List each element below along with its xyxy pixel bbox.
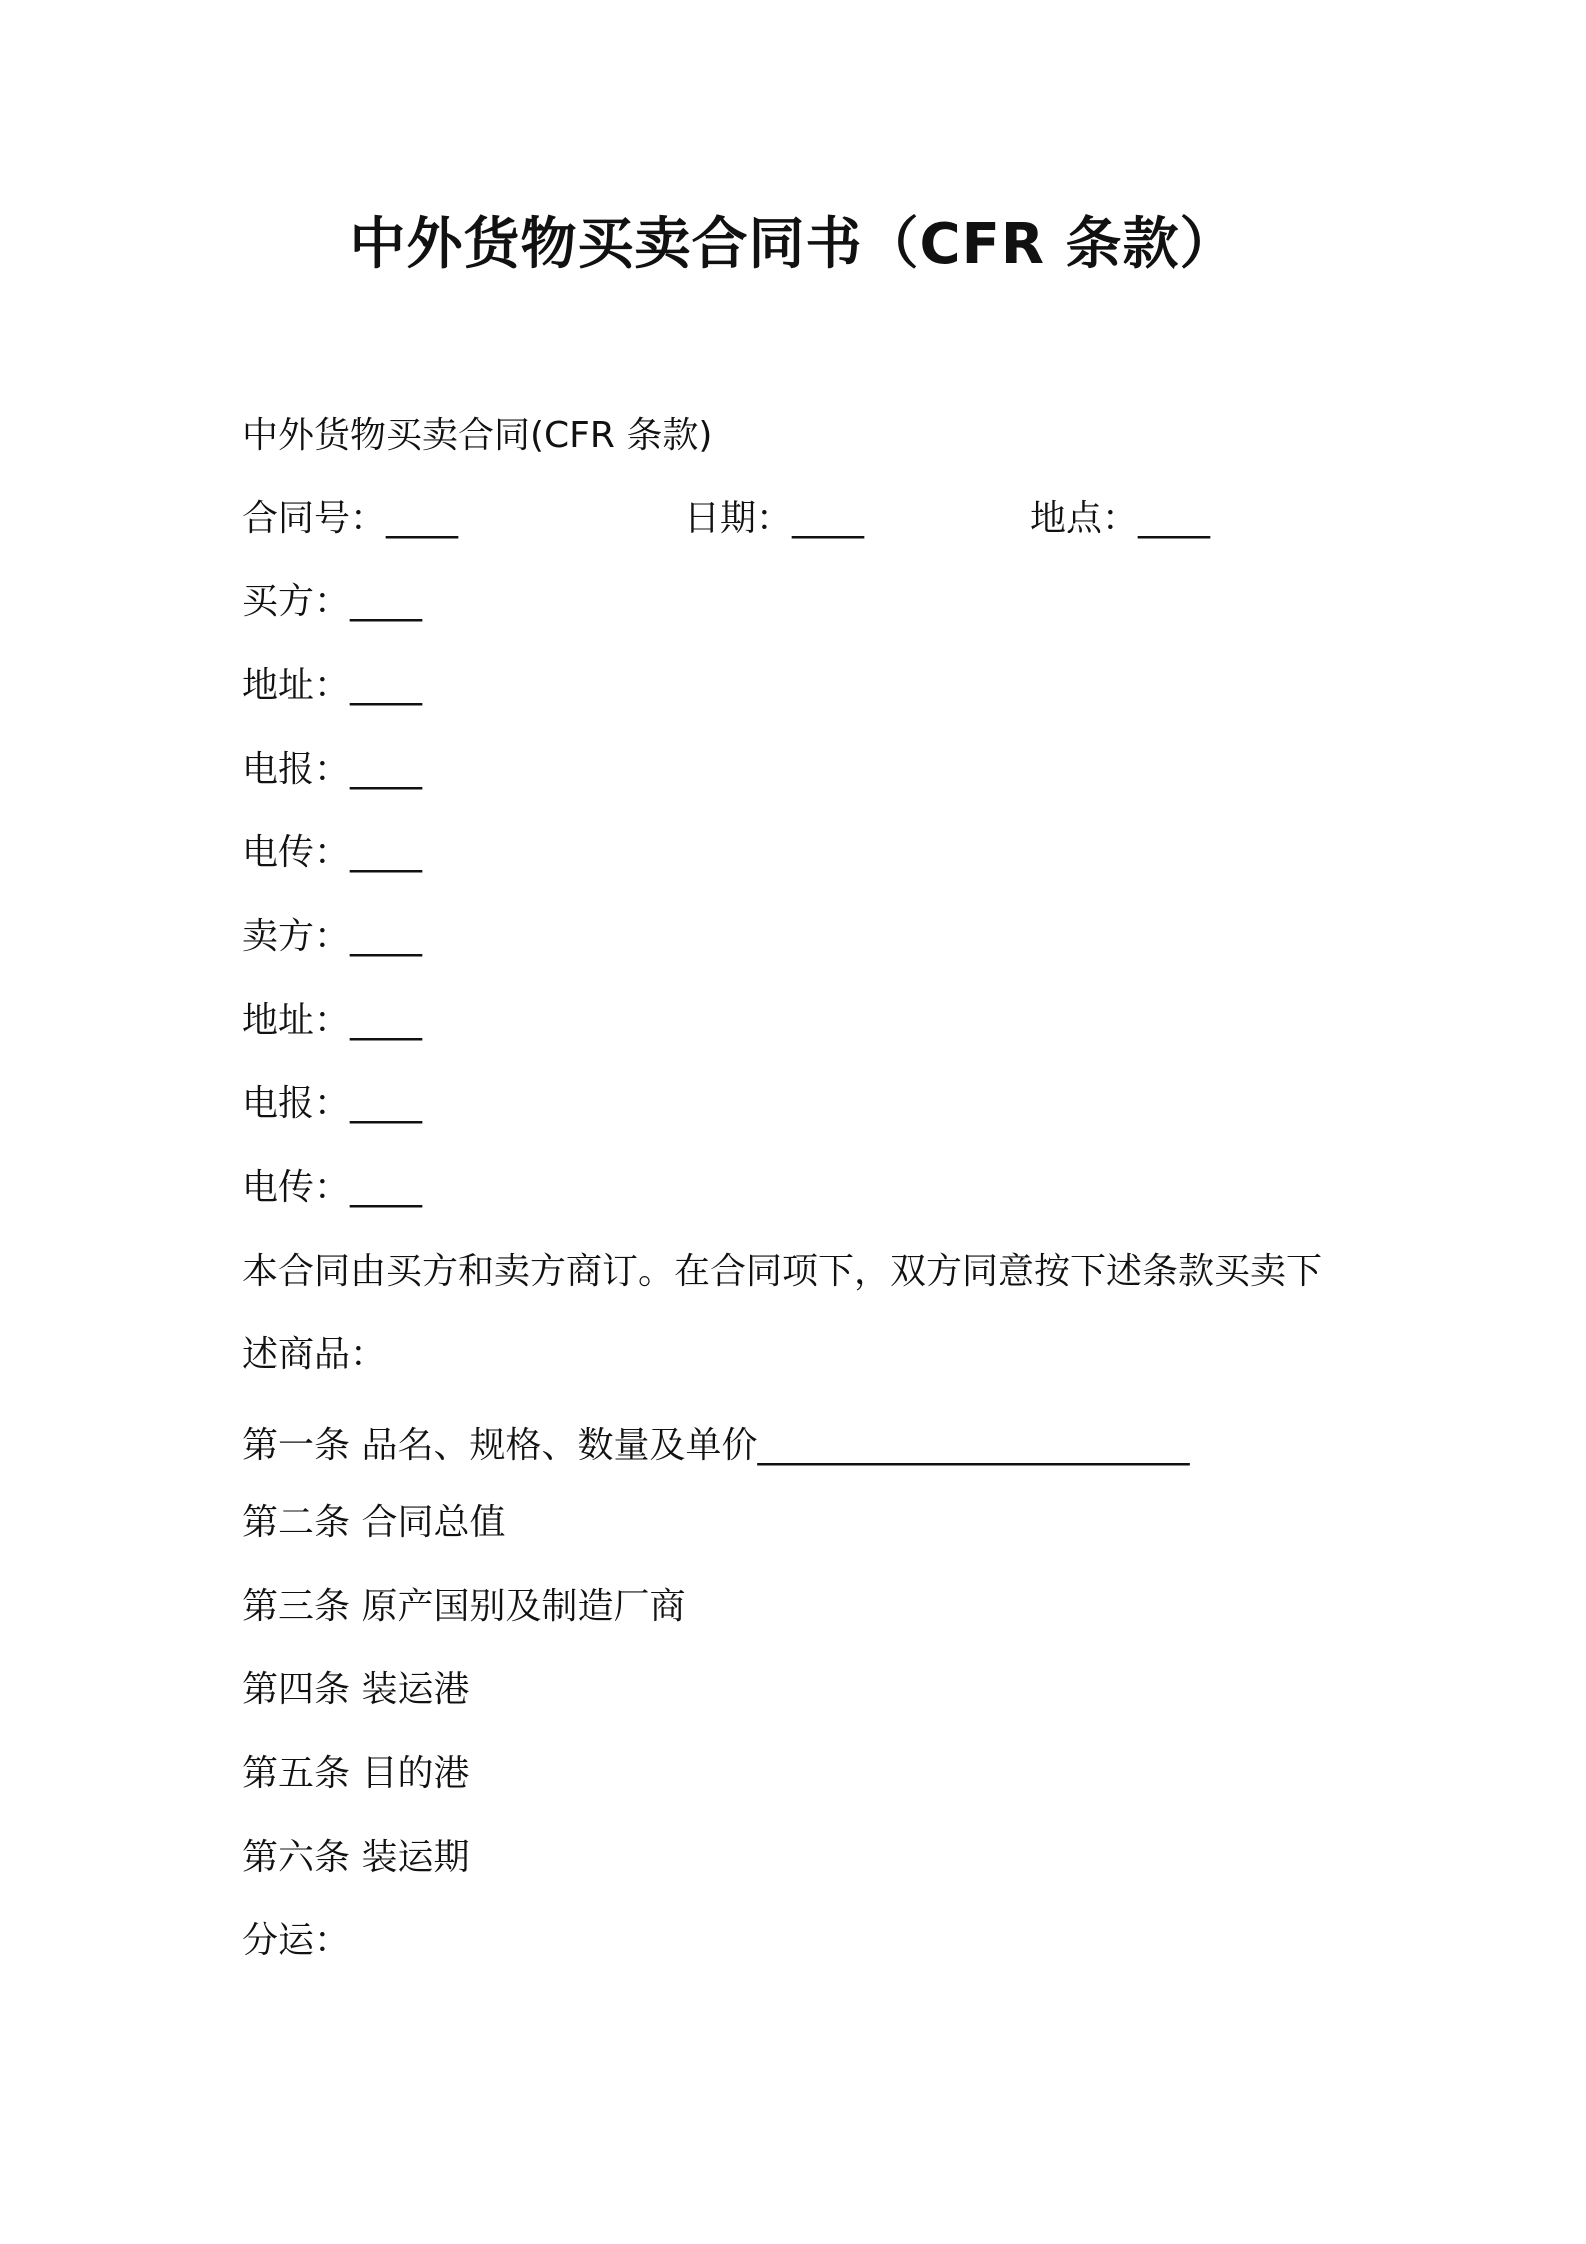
buyer-address: 地址：____ [242, 665, 423, 706]
partial-shipment-line: 分运： [242, 1920, 351, 1961]
date-value: ____ [792, 498, 865, 539]
buyer-fax: 电传：____ [242, 832, 423, 873]
contract-number-label: 合同号： [242, 498, 387, 539]
seller-telegraph: 电报：____ [242, 1083, 423, 1124]
clause-3: 第三条 原产国别及制造厂商 [242, 1586, 686, 1627]
place-label: 地点： [1030, 498, 1139, 539]
clause-1: 第一条 品名、规格、数量及单价________________________ [242, 1425, 1190, 1466]
clause-4: 第四条 装运港 [242, 1669, 470, 1710]
contract-number-field [242, 493, 458, 545]
date-field [684, 493, 864, 545]
document-subtitle: 中外货物买卖合同(CFR 条款) [242, 415, 713, 456]
seller-name: 卖方：____ [242, 916, 423, 957]
clause-6: 第六条 装运期 [242, 1837, 470, 1878]
seller-fax: 电传：____ [242, 1167, 423, 1208]
intro-paragraph-line-2: 述商品： [242, 1334, 387, 1375]
date-label: 日期： [684, 498, 793, 539]
place-value: ____ [1138, 498, 1211, 539]
contract-number-value: ____ [386, 498, 459, 539]
clause-5: 第五条 目的港 [242, 1753, 470, 1794]
seller-address: 地址：____ [242, 1000, 423, 1041]
clause-2: 第二条 合同总值 [242, 1502, 506, 1543]
place-field [1030, 493, 1210, 545]
buyer-telegraph: 电报：____ [242, 749, 423, 790]
intro-paragraph-line-1: 本合同由买方和卖方商订。在合同项下，双方同意按下述条款买卖下 [242, 1251, 1323, 1292]
buyer-name: 买方：____ [242, 581, 423, 622]
document-title: 中外货物买卖合同书（CFR 条款） [349, 212, 1237, 277]
